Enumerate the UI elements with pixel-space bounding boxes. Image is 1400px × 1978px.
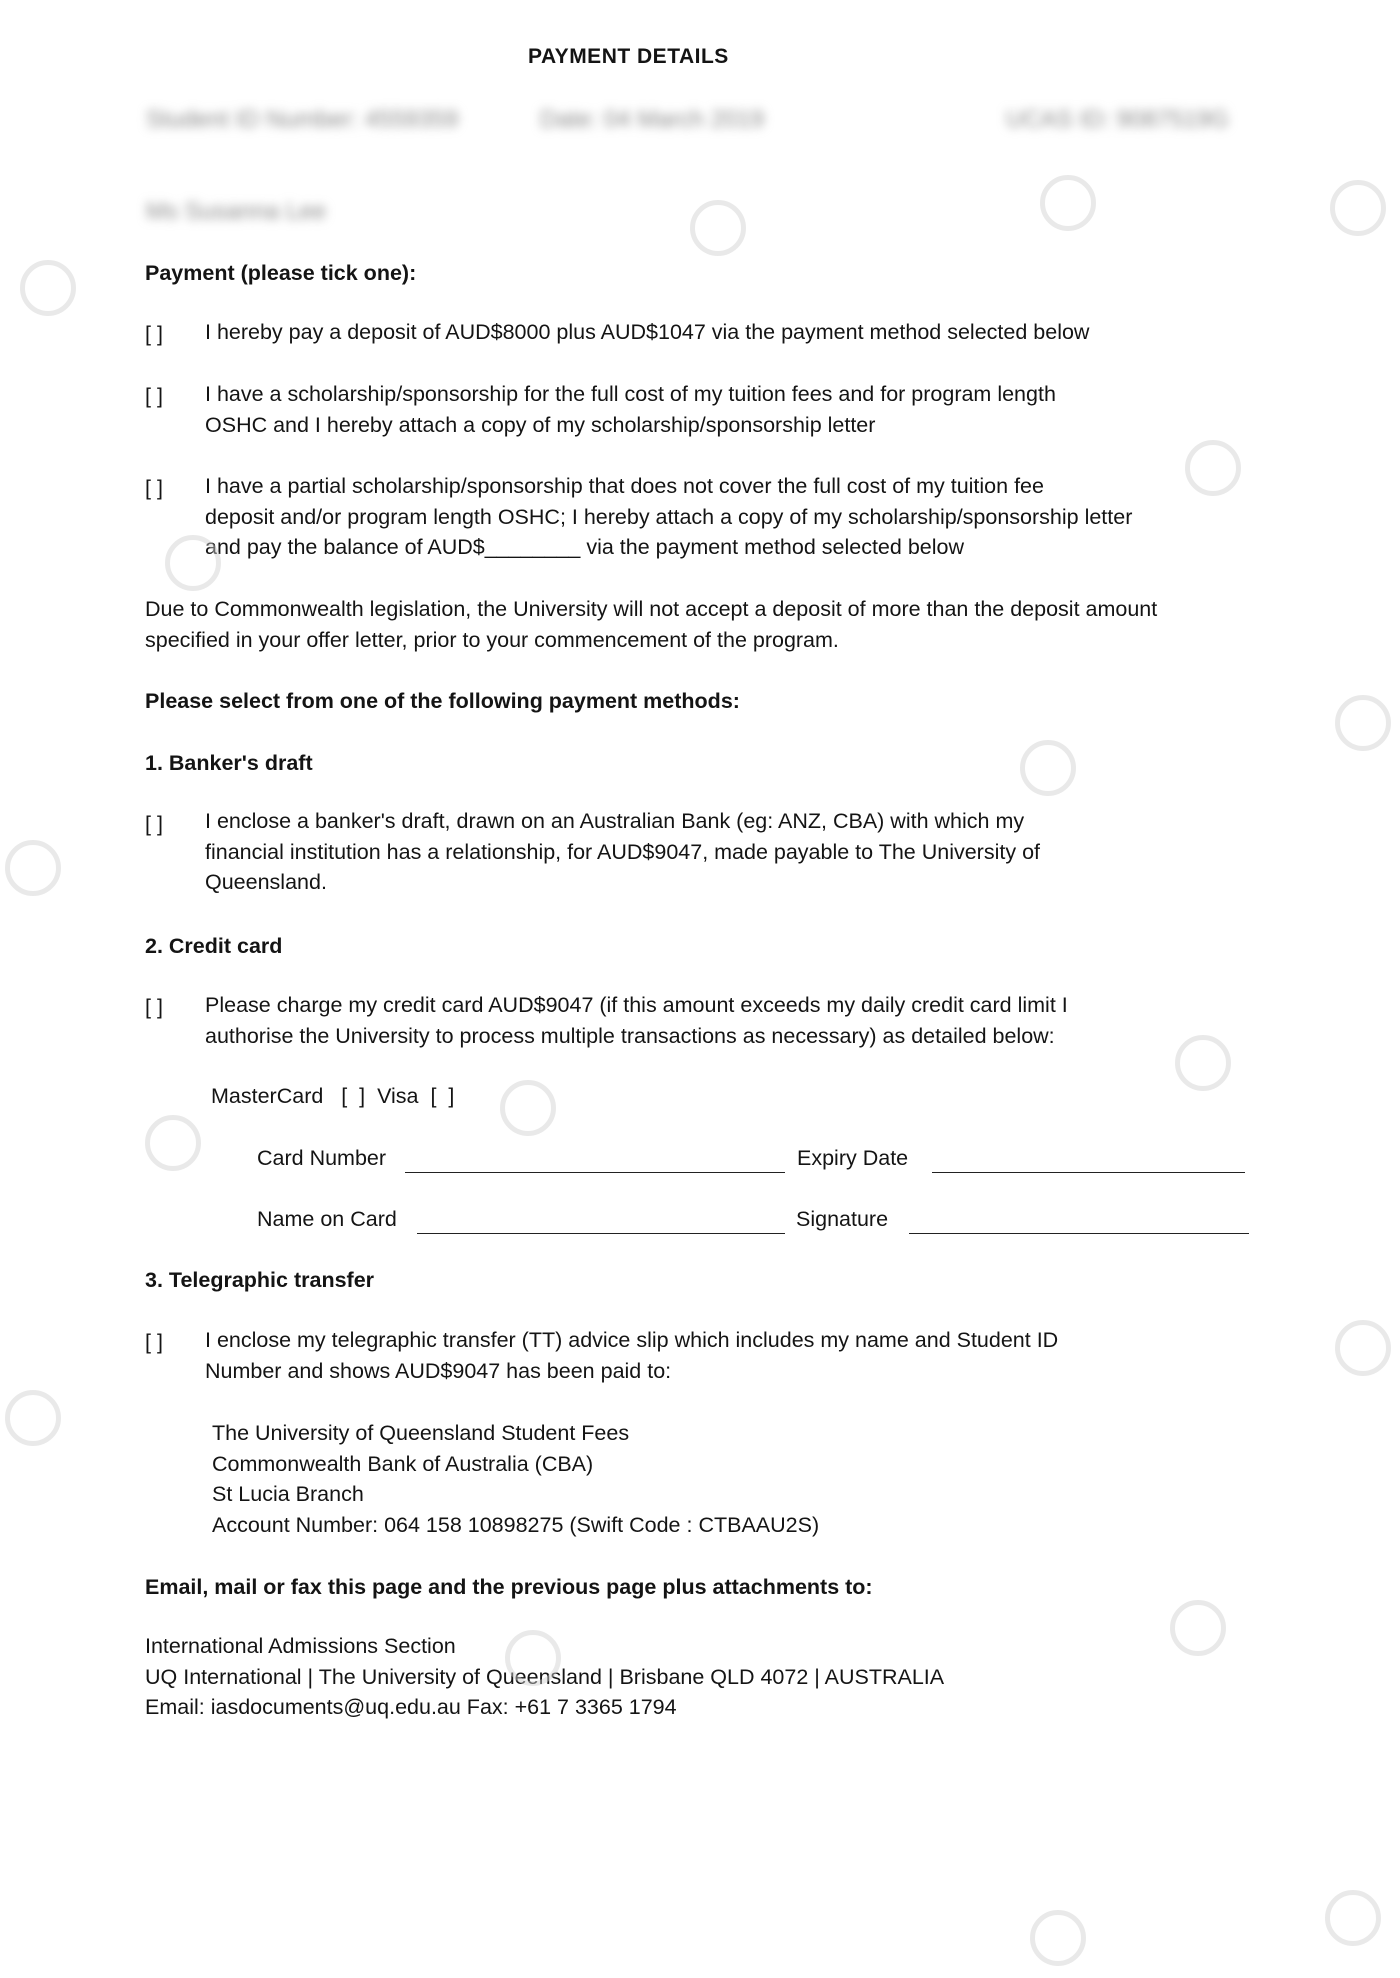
bankers-draft-line: financial institution has a relationship, for AUD$9047, made payable to The University of — [205, 839, 1040, 864]
watermark-icon — [1020, 740, 1076, 796]
watermark-icon — [1040, 175, 1096, 231]
telegraphic-line: I enclose my telegraphic transfer (TT) advice slip which includes my name and Student ID — [205, 1328, 1059, 1352]
bank-details-line: Commonwealth Bank of Australia (CBA) — [212, 1451, 594, 1476]
page-title: PAYMENT DETAILS — [528, 45, 729, 68]
partial-scholarship-line: deposit and/or program length OSHC; I hereby attach a copy of my scholarship/sponsorship letter — [205, 504, 1133, 529]
credit-card-line: authorise the University to process multiple transactions as necessary) as detailed below: — [205, 1023, 1055, 1048]
credit-card-line: Please charge my credit card AUD$9047 (if this amount exceeds my daily credit card limit I — [205, 993, 1068, 1017]
deposit-option-text — [205, 317, 1089, 348]
deposit-checkbox[interactable]: [ ] — [145, 322, 163, 346]
telegraphic-checkbox[interactable]: [ ] — [145, 1330, 163, 1354]
date-redacted: Date: 04 March 2019 — [540, 106, 765, 133]
bankers-draft-checkbox[interactable]: [ ] — [145, 812, 163, 836]
watermark-icon — [1325, 1890, 1381, 1946]
watermark-icon — [20, 260, 76, 316]
watermark-icon — [1335, 695, 1391, 751]
name-on-card-field[interactable] — [417, 1233, 785, 1234]
telegraphic-text — [205, 1325, 1058, 1386]
credit-card-heading: 2. Credit card — [145, 934, 283, 958]
submission-heading: Email, mail or fax this page and the previous page plus attachments to: — [145, 1575, 873, 1599]
partial-scholarship-checkbox[interactable]: [ ] — [145, 476, 163, 500]
telegraphic-line: Number and shows AUD$9047 has been paid to: — [205, 1358, 672, 1383]
contact-line: Email: iasdocuments@uq.edu.au Fax: +61 7 3365 1794 — [145, 1695, 677, 1719]
expiry-date-field[interactable] — [932, 1172, 1245, 1173]
watermark-icon — [1030, 1910, 1086, 1966]
partial-scholarship-line: and pay the balance of AUD$________ via the payment method selected below — [205, 535, 964, 559]
legislation-note — [145, 594, 1157, 655]
scholarship-option-line: OSHC and I hereby attach a copy of my scholarship/sponsorship letter — [205, 412, 876, 437]
legislation-note-line: Due to Commonwealth legislation, the University will not accept a deposit of more than the deposit amount — [145, 597, 1158, 621]
name-redacted: Ms Susanna Lee — [146, 198, 327, 225]
watermark-icon — [690, 200, 746, 256]
bank-details-line: St Lucia Branch — [212, 1482, 364, 1506]
bankers-draft-heading: 1. Banker's draft — [145, 751, 313, 775]
watermark-icon — [5, 1390, 61, 1446]
watermark-icon — [500, 1080, 556, 1136]
student-number-redacted: Student ID Number: 4559359 — [146, 106, 459, 133]
methods-heading: Please select from one of the following payment methods: — [145, 689, 740, 713]
partial-scholarship-option-text — [205, 471, 1132, 563]
contact-line: International Admissions Section — [145, 1634, 456, 1658]
signature-label: Signature — [796, 1207, 889, 1231]
credit-card-checkbox[interactable]: [ ] — [145, 995, 163, 1019]
scholarship-option-text — [205, 379, 1056, 440]
card-number-label: Card Number — [257, 1146, 387, 1170]
bankers-draft-text — [205, 806, 1040, 898]
legislation-note-line: specified in your offer letter, prior to your commencement of the program. — [145, 627, 839, 652]
watermark-icon — [1185, 440, 1241, 496]
partial-scholarship-line: I have a partial scholarship/sponsorship that does not cover the full cost of my tuition fee — [205, 474, 1044, 498]
watermark-icon — [1335, 1320, 1391, 1376]
watermark-icon — [5, 840, 61, 896]
bank-details-line: Account Number: 064 158 10898275 (Swift Code : CTBAAU2S) — [212, 1512, 820, 1537]
watermark-icon — [1330, 180, 1386, 236]
telegraphic-heading: 3. Telegraphic transfer — [145, 1268, 375, 1292]
bankers-draft-line: I enclose a banker's draft, drawn on an Australian Bank (eg: ANZ, CBA) with which my — [205, 809, 1025, 833]
card-type-options[interactable]: MasterCard [ ] Visa [ ] — [211, 1084, 455, 1108]
credit-card-text — [205, 990, 1068, 1051]
bank-details — [212, 1418, 819, 1540]
payment-heading: Payment (please tick one): — [145, 261, 417, 285]
card-number-field[interactable] — [405, 1172, 785, 1173]
expiry-date-label: Expiry Date — [797, 1146, 909, 1170]
watermark-icon — [1170, 1600, 1226, 1656]
bankers-draft-line: Queensland. — [205, 870, 327, 894]
name-on-card-label: Name on Card — [257, 1207, 397, 1231]
watermark-icon — [145, 1115, 201, 1171]
contact-line: UQ International | The University of Queensland | Brisbane QLD 4072 | AUSTRALIA — [145, 1664, 945, 1689]
deposit-option-line: I hereby pay a deposit of AUD$8000 plus AUD$1047 via the payment method selected below — [205, 320, 1090, 344]
scholarship-option-line: I have a scholarship/sponsorship for the full cost of my tuition fees and for program length — [205, 382, 1056, 406]
bank-details-line: The University of Queensland Student Fees — [212, 1421, 630, 1445]
contact-details — [145, 1631, 944, 1723]
ucas-id-redacted: UCAS ID: 9087519G — [1006, 106, 1229, 133]
scholarship-checkbox[interactable]: [ ] — [145, 384, 163, 408]
signature-field[interactable] — [909, 1233, 1249, 1234]
watermark-icon — [1175, 1035, 1231, 1091]
